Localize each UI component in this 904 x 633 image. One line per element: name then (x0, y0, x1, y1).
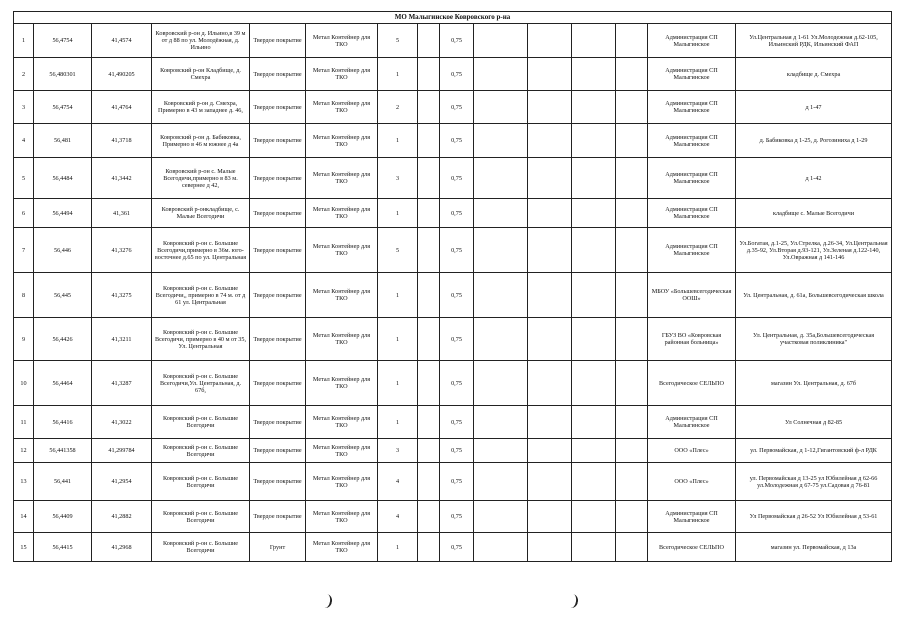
table-row (14, 24, 892, 58)
table-row (14, 228, 892, 273)
longitude-cell: 41,3718 (92, 124, 152, 158)
container-sites-table (13, 11, 892, 562)
address-cell: Ковровский р-он с. Большие Всегодичи (152, 439, 250, 463)
container-type-cell: Метал Контейнер для ТКО (306, 533, 378, 562)
row-number: 8 (14, 273, 34, 318)
table-row (14, 158, 892, 199)
container-type-cell: Метал Контейнер для ТКО (306, 463, 378, 501)
empty-cell (616, 361, 648, 406)
volume-cell: 0,75 (440, 361, 474, 406)
owner-cell: ГБУЗ ВО «Ковровская районная больница» (648, 318, 736, 361)
address-cell: Ковровский р-он с. Большие Всегодичи (152, 406, 250, 439)
container-count-cell: 1 (378, 406, 418, 439)
empty-cell (528, 199, 572, 228)
latitude-cell: 56,441 (34, 463, 92, 501)
container-count-cell: 1 (378, 199, 418, 228)
row-number: 1 (14, 24, 34, 58)
row-number: 4 (14, 124, 34, 158)
owner-cell: Администрация СП Малыгинское (648, 199, 736, 228)
volume-cell: 0,75 (440, 24, 474, 58)
longitude-cell: 41,4574 (92, 24, 152, 58)
empty-cell (572, 58, 616, 91)
empty-cell (572, 91, 616, 124)
longitude-cell: 41,2968 (92, 533, 152, 562)
row-number: 11 (14, 406, 34, 439)
owner-cell: Администрация СП Малыгинское (648, 406, 736, 439)
longitude-cell: 41,3442 (92, 158, 152, 199)
volume-cell: 0,75 (440, 406, 474, 439)
latitude-cell: 56,446 (34, 228, 92, 273)
volume-cell: 0,75 (440, 318, 474, 361)
container-type-cell: Метал Контейнер для ТКО (306, 158, 378, 199)
empty-cell (474, 124, 528, 158)
container-type-cell: Метал Контейнер для ТКО (306, 501, 378, 533)
surface-cell: Твердое покрытие (250, 273, 306, 318)
volume-cell: 0,75 (440, 58, 474, 91)
address-cell: Ковровский р-он с. Большие Всегодичи (152, 501, 250, 533)
served-objects-cell: магазин ул. Первомайская, д 13а (736, 533, 892, 562)
latitude-cell: 56,4494 (34, 199, 92, 228)
empty-cell (418, 318, 440, 361)
surface-cell: Твердое покрытие (250, 318, 306, 361)
longitude-cell: 41,2882 (92, 501, 152, 533)
served-objects-cell: ул. Первомайская д 13-25 ул Юбилейная д 62-66 ул.Молодежная д 67-75 ул.Садовая д 76-81 (736, 463, 892, 501)
empty-cell (616, 501, 648, 533)
row-number: 13 (14, 463, 34, 501)
container-count-cell: 1 (378, 273, 418, 318)
volume-cell: 0,75 (440, 273, 474, 318)
table-row (14, 501, 892, 533)
empty-cell (616, 158, 648, 199)
empty-cell (572, 501, 616, 533)
empty-cell (616, 91, 648, 124)
volume-cell: 0,75 (440, 228, 474, 273)
empty-cell (528, 361, 572, 406)
address-cell: Ковровский р-он с. Большие Всегодичи (152, 463, 250, 501)
volume-cell: 0,75 (440, 158, 474, 199)
container-count-cell: 1 (378, 58, 418, 91)
surface-cell: Твердое покрытие (250, 24, 306, 58)
volume-cell: 0,75 (440, 463, 474, 501)
empty-cell (572, 199, 616, 228)
empty-cell (418, 124, 440, 158)
empty-cell (418, 406, 440, 439)
surface-cell: Твердое покрытие (250, 463, 306, 501)
owner-cell: ООО «Плес» (648, 439, 736, 463)
empty-cell (474, 361, 528, 406)
container-count-cell: 1 (378, 361, 418, 406)
row-number: 15 (14, 533, 34, 562)
volume-cell: 0,75 (440, 501, 474, 533)
volume-cell: 0,75 (440, 533, 474, 562)
empty-cell (616, 199, 648, 228)
surface-cell: Твердое покрытие (250, 406, 306, 439)
table-row (14, 463, 892, 501)
empty-cell (572, 124, 616, 158)
container-type-cell: Метал Контейнер для ТКО (306, 228, 378, 273)
latitude-cell: 56,4426 (34, 318, 92, 361)
empty-cell (528, 58, 572, 91)
served-objects-cell: Ул.Центральная д 1-61 Ул.Молодежная д.62-105, Ильинский РДК, Ильинский ФАП (736, 24, 892, 58)
table-row (14, 533, 892, 562)
empty-cell (572, 439, 616, 463)
empty-cell (418, 439, 440, 463)
row-number: 3 (14, 91, 34, 124)
empty-cell (528, 406, 572, 439)
empty-cell (528, 439, 572, 463)
longitude-cell: 41,361 (92, 199, 152, 228)
empty-cell (528, 228, 572, 273)
volume-cell: 0,75 (440, 439, 474, 463)
container-type-cell: Метал Контейнер для ТКО (306, 58, 378, 91)
empty-cell (418, 501, 440, 533)
served-objects-cell: д 1-47 (736, 91, 892, 124)
table-row (14, 199, 892, 228)
registry-sheet (13, 11, 891, 562)
empty-cell (572, 533, 616, 562)
volume-cell: 0,75 (440, 199, 474, 228)
served-objects-cell: ул. Первомайская, д 1-12,Гигантовский ф-л РДК (736, 439, 892, 463)
row-number: 14 (14, 501, 34, 533)
table-row (14, 91, 892, 124)
table-row (14, 273, 892, 318)
empty-cell (616, 439, 648, 463)
empty-cell (616, 273, 648, 318)
empty-cell (616, 406, 648, 439)
empty-cell (474, 58, 528, 91)
container-type-cell: Метал Контейнер для ТКО (306, 361, 378, 406)
empty-cell (528, 273, 572, 318)
empty-cell (528, 318, 572, 361)
surface-cell: Твердое покрытие (250, 361, 306, 406)
surface-cell: Твердое покрытие (250, 439, 306, 463)
scan-mark-left (319, 593, 333, 609)
row-number: 7 (14, 228, 34, 273)
empty-cell (572, 228, 616, 273)
empty-cell (528, 24, 572, 58)
empty-cell (616, 318, 648, 361)
served-objects-cell: Ул Солнечная д 82-85 (736, 406, 892, 439)
address-cell: Ковровский р-он с. Большие Всегодичи, примерно в 40 м от 35, Ул. Центральная (152, 318, 250, 361)
address-cell: Ковровский р-он д. Бабиковка, Примерно в 46 м южнее д 4а (152, 124, 250, 158)
empty-cell (418, 273, 440, 318)
container-type-cell: Метал Контейнер для ТКО (306, 439, 378, 463)
empty-cell (418, 58, 440, 91)
container-count-cell: 2 (378, 91, 418, 124)
empty-cell (572, 318, 616, 361)
longitude-cell: 41,3022 (92, 406, 152, 439)
empty-cell (572, 463, 616, 501)
longitude-cell: 41,2954 (92, 463, 152, 501)
longitude-cell: 41,3287 (92, 361, 152, 406)
empty-cell (572, 406, 616, 439)
table-row (14, 439, 892, 463)
empty-cell (474, 24, 528, 58)
empty-cell (474, 439, 528, 463)
empty-cell (528, 533, 572, 562)
empty-cell (474, 533, 528, 562)
latitude-cell: 56,441358 (34, 439, 92, 463)
empty-cell (474, 463, 528, 501)
latitude-cell: 56,4754 (34, 24, 92, 58)
latitude-cell: 56,480301 (34, 58, 92, 91)
empty-cell (474, 501, 528, 533)
served-objects-cell: Ул Первомайская д 26-52 Ул Юбилейная д 53-61 (736, 501, 892, 533)
served-objects-cell: кладбище д. Смехра (736, 58, 892, 91)
table-row (14, 406, 892, 439)
owner-cell: Администрация СП Малыгинское (648, 91, 736, 124)
latitude-cell: 56,4464 (34, 361, 92, 406)
row-number: 5 (14, 158, 34, 199)
address-cell: Ковровский р-он д. Смехра, Примерно в 43 м западнее д. 46, (152, 91, 250, 124)
empty-cell (616, 463, 648, 501)
owner-cell: Администрация СП Малыгинское (648, 124, 736, 158)
surface-cell: Грунт (250, 533, 306, 562)
empty-cell (474, 91, 528, 124)
latitude-cell: 56,445 (34, 273, 92, 318)
owner-cell: Администрация СП Малыгинское (648, 158, 736, 199)
owner-cell: Администрация СП Малыгинское (648, 24, 736, 58)
volume-cell: 0,75 (440, 124, 474, 158)
empty-cell (474, 318, 528, 361)
latitude-cell: 56,4409 (34, 501, 92, 533)
container-count-cell: 4 (378, 463, 418, 501)
served-objects-cell: Ул. Центральная, д. 35а,Большевсегодическая участковая поликлиника" (736, 318, 892, 361)
table-row (14, 361, 892, 406)
container-count-cell: 3 (378, 439, 418, 463)
owner-cell: ООО «Плес» (648, 463, 736, 501)
owner-cell: Всегодическое СЕЛЬПО (648, 361, 736, 406)
empty-cell (528, 158, 572, 199)
empty-cell (616, 124, 648, 158)
container-type-cell: Метал Контейнер для ТКО (306, 273, 378, 318)
served-objects-cell: д 1-42 (736, 158, 892, 199)
owner-cell: Администрация СП Малыгинское (648, 58, 736, 91)
empty-cell (418, 199, 440, 228)
container-count-cell: 1 (378, 533, 418, 562)
row-number: 6 (14, 199, 34, 228)
empty-cell (474, 158, 528, 199)
container-count-cell: 1 (378, 318, 418, 361)
owner-cell: Администрация СП Малыгинское (648, 228, 736, 273)
latitude-cell: 56,4415 (34, 533, 92, 562)
container-count-cell: 4 (378, 501, 418, 533)
owner-cell: Администрация СП Малыгинское (648, 501, 736, 533)
row-number: 12 (14, 439, 34, 463)
empty-cell (528, 463, 572, 501)
empty-cell (418, 228, 440, 273)
owner-cell: МБОУ «Большевсегодическая ООШ» (648, 273, 736, 318)
address-cell: Ковровский р-он Кладбище, д. Смехра (152, 58, 250, 91)
surface-cell: Твердое покрытие (250, 199, 306, 228)
empty-cell (474, 228, 528, 273)
title-row (14, 12, 892, 24)
served-objects-cell: Ул. Центральная, д. 61а, Большевсегодическая школа (736, 273, 892, 318)
table-row (14, 318, 892, 361)
row-number: 10 (14, 361, 34, 406)
latitude-cell: 56,481 (34, 124, 92, 158)
empty-cell (616, 228, 648, 273)
empty-cell (418, 91, 440, 124)
empty-cell (572, 158, 616, 199)
row-number: 9 (14, 318, 34, 361)
address-cell: Ковровский р-он д. Ильино,в 39 м от д 88 по ул. Молодёжная, д. Ильино (152, 24, 250, 58)
served-objects-cell: магазин Ул. Центральная, д. 67б (736, 361, 892, 406)
empty-cell (616, 533, 648, 562)
longitude-cell: 41,490205 (92, 58, 152, 91)
container-type-cell: Метал Контейнер для ТКО (306, 91, 378, 124)
empty-cell (528, 501, 572, 533)
longitude-cell: 41,3276 (92, 228, 152, 273)
longitude-cell: 41,4764 (92, 91, 152, 124)
latitude-cell: 56,4484 (34, 158, 92, 199)
surface-cell: Твердое покрытие (250, 228, 306, 273)
latitude-cell: 56,4416 (34, 406, 92, 439)
row-number: 2 (14, 58, 34, 91)
empty-cell (616, 24, 648, 58)
surface-cell: Твердое покрытие (250, 158, 306, 199)
container-count-cell: 1 (378, 124, 418, 158)
served-objects-cell: д. Бабиковка д 1-25, д. Рогозиниха д 1-29 (736, 124, 892, 158)
container-count-cell: 3 (378, 158, 418, 199)
address-cell: Ковровский р-он с. Малые Всегодичи,примерно в 83 м. севернее д 42, (152, 158, 250, 199)
empty-cell (418, 463, 440, 501)
volume-cell: 0,75 (440, 91, 474, 124)
empty-cell (528, 91, 572, 124)
container-type-cell: Метал Контейнер для ТКО (306, 124, 378, 158)
served-objects-cell: Ул.Богатая, д.1-25, Ул.Стрелка, д.26-34, Ул.Центральная д.35-92, Ул.Вторая д.93-121, Ул.Зеленая д.122-140, Ул.Овражная д 141-146 (736, 228, 892, 273)
empty-cell (418, 361, 440, 406)
surface-cell: Твердое покрытие (250, 501, 306, 533)
empty-cell (616, 58, 648, 91)
longitude-cell: 41,3275 (92, 273, 152, 318)
empty-cell (474, 273, 528, 318)
table-title: МО Малыгинское Ковровского р-на (14, 12, 892, 24)
empty-cell (528, 124, 572, 158)
container-type-cell: Метал Контейнер для ТКО (306, 406, 378, 439)
surface-cell: Твердое покрытие (250, 124, 306, 158)
longitude-cell: 41,3211 (92, 318, 152, 361)
address-cell: Ковровский р-он с. Большие Всегодичи (152, 533, 250, 562)
container-count-cell: 5 (378, 24, 418, 58)
longitude-cell: 41,299784 (92, 439, 152, 463)
container-type-cell: Метал Контейнер для ТКО (306, 24, 378, 58)
empty-cell (572, 24, 616, 58)
address-cell: Ковровский р-он с. Большие Всегодичи,, примерно в 74 м. от д 61 ул. Центральная (152, 273, 250, 318)
served-objects-cell: кладбище с. Малые Всегодичи (736, 199, 892, 228)
empty-cell (418, 158, 440, 199)
empty-cell (474, 406, 528, 439)
container-type-cell: Метал Контейнер для ТКО (306, 199, 378, 228)
address-cell: Ковровский р-он с. Большие Всегодичи,примерно в 36м. юго-восточнее д.65 по ул. Центральная (152, 228, 250, 273)
empty-cell (474, 199, 528, 228)
surface-cell: Твердое покрытие (250, 91, 306, 124)
empty-cell (572, 273, 616, 318)
empty-cell (418, 533, 440, 562)
surface-cell: Твердое покрытие (250, 58, 306, 91)
address-cell: Ковровский р-онкладбище, с. Малые Всегодичи (152, 199, 250, 228)
container-type-cell: Метал Контейнер для ТКО (306, 318, 378, 361)
empty-cell (572, 361, 616, 406)
scan-mark-right (565, 593, 579, 609)
empty-cell (418, 24, 440, 58)
container-count-cell: 5 (378, 228, 418, 273)
owner-cell: Всегодическое СЕЛЬПО (648, 533, 736, 562)
table-row (14, 58, 892, 91)
latitude-cell: 56,4754 (34, 91, 92, 124)
address-cell: Ковровский р-он с. Большие Всегодичи,Ул. Центральная, д. 67б, (152, 361, 250, 406)
table-row (14, 124, 892, 158)
